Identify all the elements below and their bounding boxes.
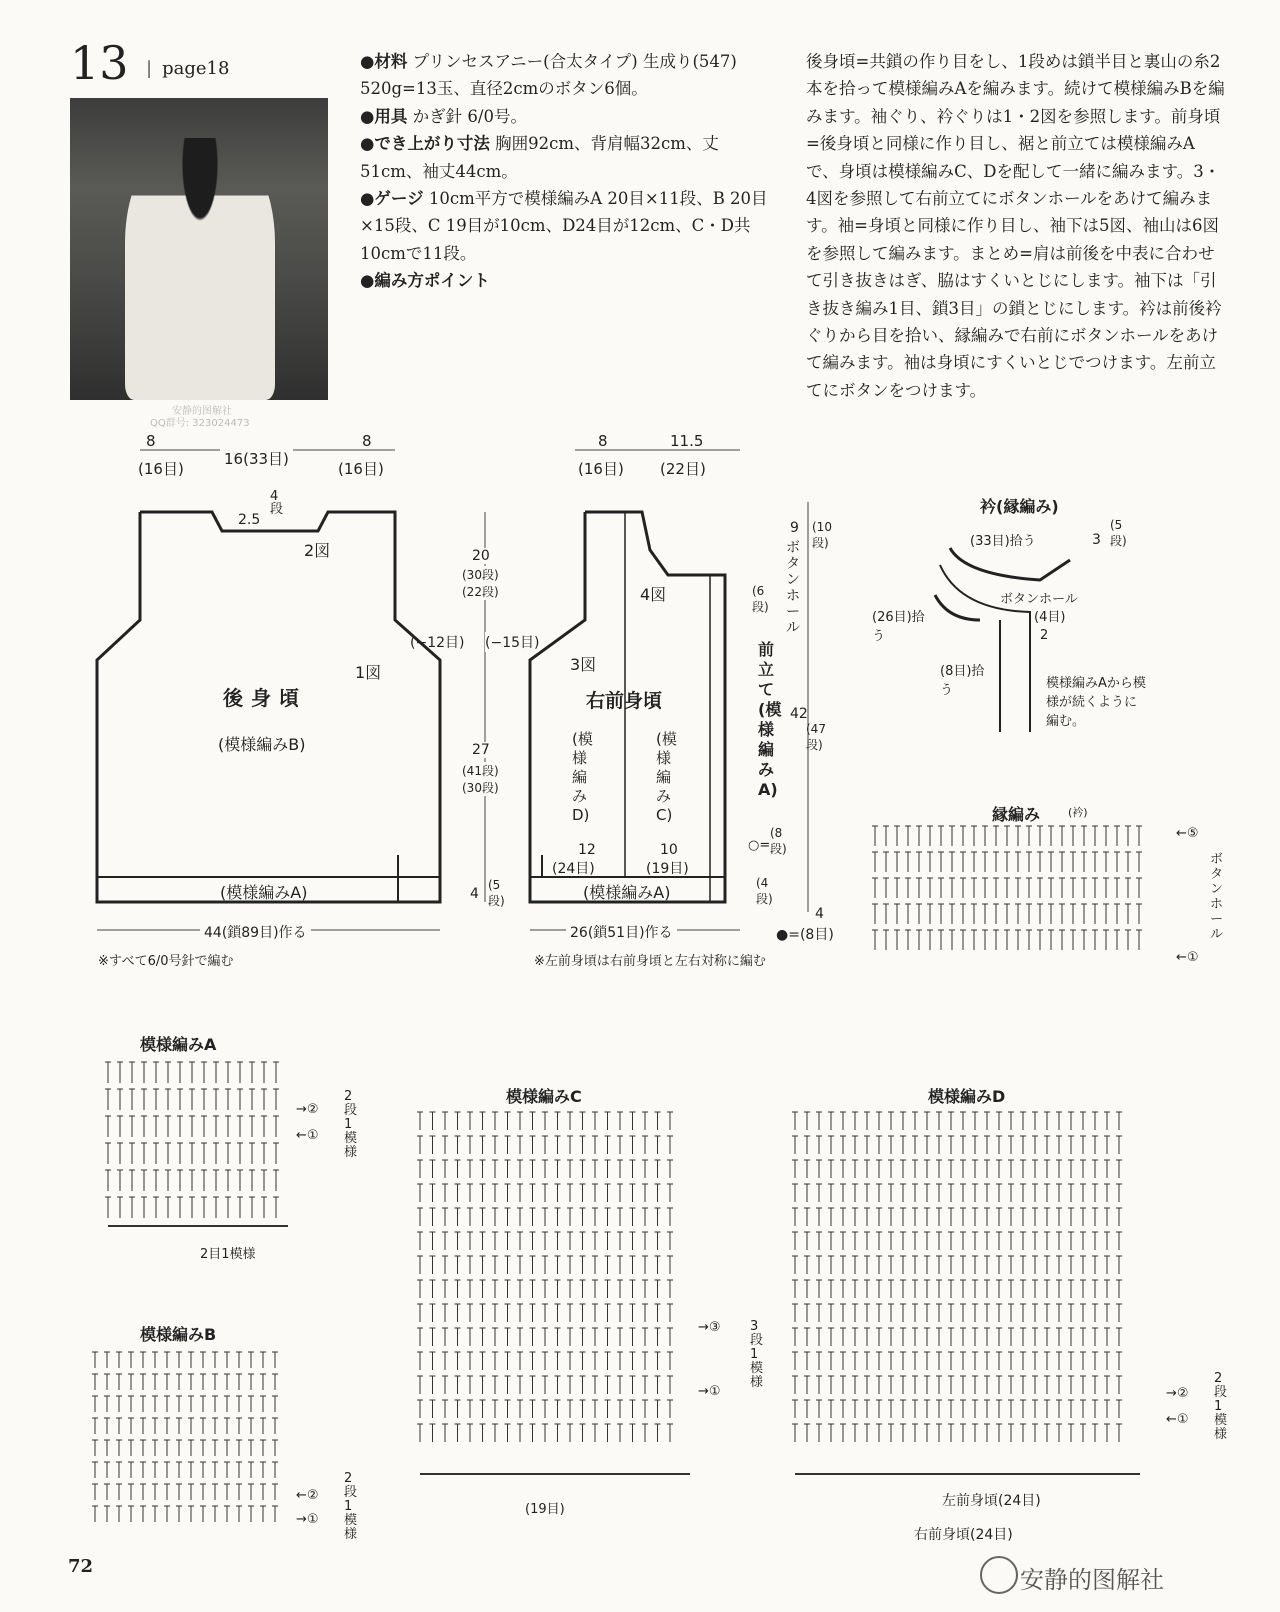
- front-pattern-c: (模様編みC): [656, 730, 677, 824]
- front-mark-8: (8段): [770, 826, 787, 856]
- back-top-dim-1: 8: [146, 432, 156, 450]
- pattern-d-left-width: 左前身頃(24目): [938, 1490, 1045, 1510]
- front-pattern-d: (模様編みD): [572, 730, 593, 824]
- collar-title: 衿(縁編み): [980, 497, 1059, 516]
- watermark-name: 安静的图解社: [172, 406, 232, 417]
- watermark-qq: QQ群号: 323024473: [150, 418, 250, 429]
- front-top-dim-2: 11.5: [670, 432, 704, 450]
- materials-text: プリンセスアニー(合太タイプ) 生成り(547) 520g=13玉、直径2cmのボタン6個。: [360, 52, 737, 99]
- back-neck-depth: 2.5: [238, 512, 261, 528]
- front-mark-10: (10段): [812, 520, 832, 550]
- back-top-sts-1: (16目): [138, 460, 184, 478]
- front-note: ※左前身頃は右前身頃と左右対称に編む: [534, 954, 766, 969]
- back-hem: (模様編みA): [220, 883, 308, 902]
- front-armhole-dec: (−15目): [485, 632, 539, 652]
- front-title: 右前身頃: [586, 690, 663, 712]
- collar-bh-sts: (4目): [1034, 610, 1066, 625]
- front-d-width: 12: [578, 842, 596, 858]
- pattern-c-repeat-rows: 3段1模様: [750, 1319, 764, 1390]
- size-text: 胸囲92cm、背肩幅32cm、丈51cm、袖丈44cm。: [360, 134, 719, 181]
- front-width: 26(鎖51目)作る: [566, 922, 677, 942]
- back-neck-rows: 4段: [270, 489, 284, 517]
- front-c-width: 10: [660, 842, 678, 858]
- page-number: 72: [68, 1556, 94, 1577]
- collar-note: 模様編みAから模様が続くように編む。: [1046, 676, 1146, 729]
- front-buttonhole-label: ボタンホール: [786, 540, 800, 636]
- front-mark-9: 9: [790, 520, 799, 536]
- front-mark-47: (47段): [806, 722, 826, 752]
- upper-height: 20: [472, 548, 490, 564]
- fig4-label: 4図: [640, 585, 667, 604]
- front-mark-42: 42: [790, 706, 808, 722]
- back-pattern: (模様編みB): [218, 735, 306, 754]
- dot-legend: ●=(8目): [776, 927, 834, 943]
- pattern-d-repeat-rows: 2段1模様: [1214, 1371, 1228, 1442]
- pattern-a-r2: →②: [296, 1102, 319, 1117]
- collar-height: 3: [1092, 532, 1101, 548]
- pattern-b-r2: ←②: [296, 1488, 319, 1503]
- hem-rows: (5段): [488, 878, 505, 908]
- edging-row-bottom: ←①: [1176, 950, 1199, 965]
- collar-pick26: (26目)拾う: [872, 610, 925, 644]
- pattern-d-r1: ←①: [1166, 1412, 1189, 1427]
- pattern-d-chart-grid: [792, 1112, 1122, 1442]
- gauge-label: ●ゲージ: [360, 189, 424, 209]
- lower-height: 27: [472, 742, 490, 758]
- collar-bh-rows: 2: [1040, 628, 1049, 643]
- pattern-d-right-width: 右前身頃(24目): [910, 1524, 1017, 1544]
- pattern-c-r1: →①: [698, 1384, 721, 1399]
- front-mark-4rows: (4段): [756, 876, 773, 906]
- pattern-b-r1: →①: [296, 1512, 319, 1527]
- back-title: 後身頃: [223, 686, 307, 710]
- pattern-a-r1: ←①: [296, 1128, 319, 1143]
- fig1-label: 1図: [355, 663, 382, 682]
- front-top-dim-1: 8: [598, 432, 608, 450]
- edging-title: 縁編み: [992, 805, 1041, 824]
- pattern-d-title: 模様編みD: [928, 1087, 1006, 1106]
- pattern-a-repeat-rows: 2段1模様: [344, 1089, 358, 1160]
- back-width: 44(鎖89目)作る: [200, 922, 311, 942]
- materials-label: ●材料: [360, 52, 408, 71]
- size-label: ●でき上がり寸法: [360, 134, 490, 154]
- edging-buttonhole: ボタンホール: [1210, 852, 1224, 942]
- tools-label: ●用具: [360, 106, 408, 126]
- pattern-c-width: (19目): [525, 1502, 565, 1517]
- collar-pick8: (8目)拾う: [940, 664, 985, 698]
- placket-label: 前立て(模様編みA): [758, 640, 782, 799]
- back-top-dim-3: 8: [362, 432, 372, 450]
- pattern-c-title: 模様編みC: [506, 1087, 582, 1106]
- front-d-sts: (24目): [552, 861, 595, 877]
- wechat-icon: [980, 1556, 1018, 1594]
- pattern-b-title: 模様編みB: [140, 1325, 217, 1344]
- upper-rows: (30段)(22段): [462, 566, 502, 600]
- fig3-label: 3図: [570, 655, 597, 674]
- circle-legend: ○=: [748, 838, 771, 853]
- fig2-label: 2図: [304, 541, 331, 560]
- hem-height: 4: [470, 886, 479, 902]
- edging-sub: (衿): [1068, 806, 1088, 819]
- front-top-sts-2: (22目): [660, 460, 706, 478]
- front-mark-4: 4: [815, 906, 824, 922]
- gauge-text: 10cm平方で模様編みA 20目×11段、B 20目×15段、C 19目が10cm、D24目が12cm、C・D共10cmで11段。: [360, 189, 768, 263]
- collar-pick33: (33目)拾う: [970, 534, 1036, 549]
- pattern-b-repeat-rows: 2段1模様: [344, 1471, 358, 1542]
- front-c-sts: (19目): [646, 861, 689, 877]
- brand-name: 安静的图解社: [1020, 1566, 1164, 1594]
- collar-buttonhole: ボタンホール: [1000, 592, 1078, 607]
- back-armhole-dec: (−12目): [410, 635, 465, 651]
- pattern-a-chart-grid: [105, 1062, 279, 1218]
- pattern-a-repeat-sts: 2目1模様: [200, 1247, 256, 1262]
- back-top-dim-2: 16(33目): [220, 448, 293, 469]
- pattern-c-r3: →③: [698, 1320, 721, 1335]
- front-hem: (模様編みA): [583, 883, 671, 902]
- points-label: ●編み方ポイント: [360, 271, 490, 291]
- edging-chart-grid: [872, 826, 1142, 950]
- page-ref-text: page18: [162, 58, 230, 79]
- front-mark-6: (6段): [752, 584, 769, 614]
- edging-row-top: ←⑤: [1176, 826, 1199, 841]
- page-reference: | page18: [146, 58, 230, 79]
- lower-rows: (41段)(30段): [462, 762, 502, 796]
- front-top-sts-1: (16目): [578, 460, 624, 478]
- pattern-a-title: 模様編みA: [140, 1035, 217, 1054]
- back-note: ※すべて6/0号針で編む: [98, 954, 234, 969]
- collar-rows: (5段): [1110, 518, 1127, 548]
- pattern-number: 13: [70, 36, 129, 90]
- pattern-b-chart-grid: [92, 1352, 278, 1522]
- tools-text: かぎ針 6/0号。: [412, 106, 527, 126]
- back-top-sts-2: (16目): [338, 460, 384, 478]
- points-text: 後身頃=共鎖の作り目をし、1段めは鎖半目と裏山の糸2本を拾って模様編みAを編みます。続けて模様編みBを編みます。袖ぐり、衿ぐりは1・2図を参照します。前身頃=後身頃と同様に作り目し、裾と前立ては模様編みAで、身頃は模様編みC、Dを配して一緒に編みます。3・4図を参照して右前立てにボタンホールをあけて編みます。袖=身頃と同様に作り目し、袖下は5図、袖山は6図を参照して編みます。まとめ=肩は前後を中表に合わせて引き抜きはぎ、脇はすくいとじにします。袖下は「引き抜き編み1目、鎖3目」の鎖とじにします。衿は前後衿ぐりから目を拾い、縁編みで右前にボタンホールをあけて編みます。袖は身頃にすくいとじでつけます。左前立てにボタンをつけます。: [806, 52, 1225, 400]
- pattern-d-r2: →②: [1166, 1386, 1189, 1401]
- pattern-c-chart-grid: [417, 1112, 673, 1442]
